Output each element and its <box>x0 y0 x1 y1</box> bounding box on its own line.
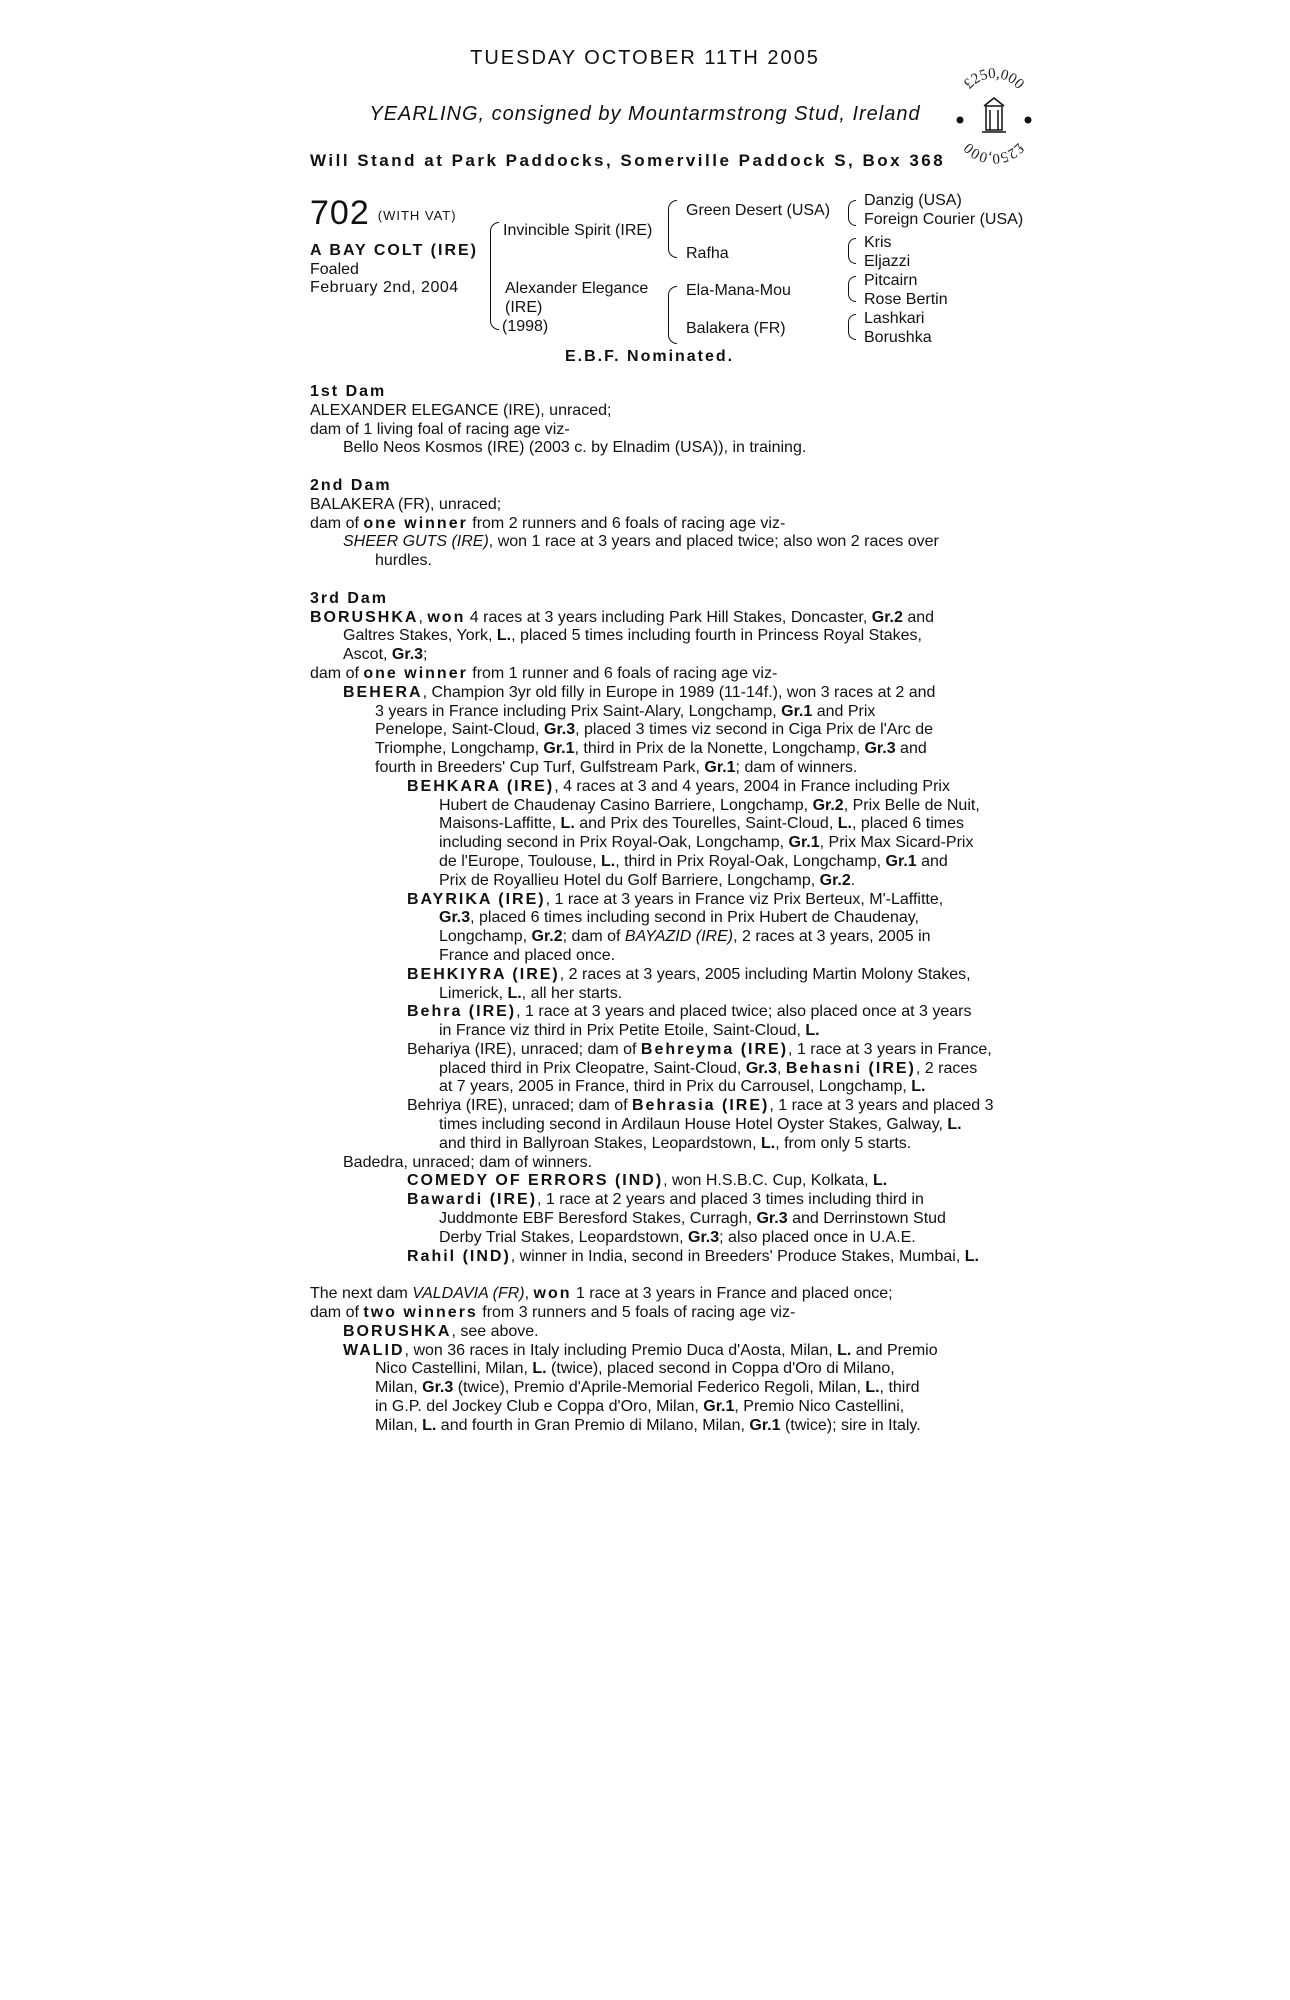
bayrika-line: France and placed once. <box>439 946 616 964</box>
second-dam-line: hurdles. <box>375 552 432 570</box>
second-dam-line: dam of one winner from 2 runners and 6 foals of racing age viz- <box>310 514 786 532</box>
dam-line-3: (1998) <box>502 318 549 335</box>
brace-main <box>490 222 499 330</box>
brace-g78 <box>848 314 856 340</box>
gen3-3: Kris <box>864 234 892 251</box>
walid-line: Milan, Gr.3 (twice), Premio d'Aprile-Memorial Federico Regoli, Milan, L., third <box>375 1379 920 1397</box>
foaled-date: February 2nd, 2004 <box>310 279 459 296</box>
behera-line: BEHERA, Champion 3yr old filly in Europe in 1989 (11-14f.), won 3 races at 2 and <box>343 683 936 701</box>
horse-name: A BAY COLT (IRE) <box>310 242 479 259</box>
next-dam-line: dam of two winners from 3 runners and 5 foals of racing age viz- <box>310 1304 796 1322</box>
third-dam-heading: 3rd Dam <box>310 589 389 607</box>
behriya-line: times including second in Ardilaun House Hotel Oyster Stakes, Galway, L. <box>439 1116 962 1134</box>
dam-dam: Balakera (FR) <box>686 320 786 337</box>
comedy-line: COMEDY OF ERRORS (IND), won H.S.B.C. Cup, Kolkata, L. <box>407 1172 888 1190</box>
behariya-line: Behariya (IRE), unraced; dam of Behreyma (IRE), 1 race at 3 years in France, <box>407 1040 992 1058</box>
behkiyra-line: BEHKIYRA (IRE), 2 races at 3 years, 2005 including Martin Molony Stakes, <box>407 965 971 983</box>
third-dam-line: Ascot, Gr.3; <box>343 646 428 664</box>
brace-sire <box>668 200 677 258</box>
behkara-line: Hubert de Chaudenay Casino Barriere, Longchamp, Gr.2, Prix Belle de Nuit, <box>439 796 980 814</box>
brace-g12 <box>848 200 856 226</box>
bayrika-line: Longchamp, Gr.2; dam of BAYAZID (IRE), 2 races at 3 years, 2005 in <box>439 928 931 946</box>
behera-line: Triomphe, Longchamp, Gr.1, third in Prix de la Nonette, Longchamp, Gr.3 and <box>375 740 927 758</box>
walid-line: in G.P. del Jockey Club e Coppa d'Oro, Milan, Gr.1, Premio Nico Castellini, <box>375 1398 905 1416</box>
gen3-8: Borushka <box>864 329 932 346</box>
first-dam-line: dam of 1 living foal of racing age viz- <box>310 420 570 438</box>
behera-line: fourth in Breeders' Cup Turf, Gulfstream Park, Gr.1; dam of winners. <box>375 758 858 776</box>
behkiyra-line: Limerick, L., all her starts. <box>439 984 623 1002</box>
bawardi-line: Juddmonte EBF Beresford Stakes, Curragh, Gr.3 and Derrinstown Stud <box>439 1210 946 1228</box>
bayrika-line: Gr.3, placed 6 times including second in Prix Hubert de Chaudenay, <box>439 909 919 927</box>
behera-line: 3 years in France including Prix Saint-Alary, Longchamp, Gr.1 and Prix <box>375 702 876 720</box>
stand-location: Will Stand at Park Paddocks, Somerville Paddock S, Box 368 <box>310 151 946 170</box>
price-stamp <box>950 66 1038 166</box>
badedra-line: Badedra, unraced; dam of winners. <box>343 1153 593 1171</box>
gen3-5: Pitcairn <box>864 272 918 289</box>
dam-line-2: (IRE) <box>505 299 543 316</box>
sire-sire: Green Desert (USA) <box>686 202 831 219</box>
gen3-2: Foreign Courier (USA) <box>864 211 1024 228</box>
first-dam-line: Bello Neos Kosmos (IRE) (2003 c. by Elnadim (USA)), in training. <box>343 439 807 457</box>
bayrika-line: BAYRIKA (IRE), 1 race at 3 years in France viz Prix Berteux, M'-Laffitte, <box>407 890 944 908</box>
consignment-line: YEARLING, consigned by Mountarmstrong Stud, Ireland <box>369 103 921 125</box>
gen3-4: Eljazzi <box>864 253 911 270</box>
behkara-line: BEHKARA (IRE), 4 races at 3 and 4 years, 2004 in France including Prix <box>407 777 950 795</box>
produce-record <box>310 383 994 1436</box>
brace-g34 <box>848 238 856 264</box>
brace-g56 <box>848 276 856 302</box>
gen3-1: Danzig (USA) <box>864 192 962 209</box>
first-dam-heading: 1st Dam <box>310 383 387 400</box>
second-dam-heading: 2nd Dam <box>310 476 392 494</box>
lot-number: 702 (WITH VAT) <box>310 194 457 232</box>
brace-dam <box>668 286 677 344</box>
dam-line-1: Alexander Elegance <box>505 280 649 297</box>
behkara-line: including second in Prix Royal-Oak, Longchamp, Gr.1, Prix Max Sicard-Prix <box>439 834 974 852</box>
stamp-building-icon <box>982 98 1006 132</box>
sire: Invincible Spirit (IRE) <box>503 222 653 239</box>
behkara-line: de l'Europe, Toulouse, L., third in Prix Royal-Oak, Longchamp, Gr.1 and <box>439 852 948 870</box>
third-dam-line: BORUSHKA, won 4 races at 3 years including Park Hill Stakes, Doncaster, Gr.2 and <box>310 608 935 626</box>
vat-note: (WITH VAT) <box>377 207 457 223</box>
behera-line: Penelope, Saint-Cloud, Gr.3, placed 3 times viz second in Ciga Prix de l'Arc de <box>375 721 934 739</box>
walid-line: Nico Castellini, Milan, L. (twice), placed second in Coppa d'Oro di Milano, <box>375 1360 895 1378</box>
bawardi-line: Bawardi (IRE), 1 race at 2 years and placed 3 times including third in <box>407 1191 924 1209</box>
third-dam-line: dam of one winner from 1 runner and 6 foals of racing age viz- <box>310 664 778 682</box>
sale-date: TUESDAY OCTOBER 11TH 2005 <box>470 47 820 69</box>
ebf-note: E.B.F. Nominated. <box>565 348 735 365</box>
walid-line: WALID, won 36 races in Italy including Premio Duca d'Aosta, Milan, L. and Premio <box>343 1341 938 1359</box>
first-dam-line: ALEXANDER ELEGANCE (IRE), unraced; <box>310 401 612 419</box>
walid-line: Milan, L. and fourth in Gran Premio di Milano, Milan, Gr.1 (twice); sire in Italy. <box>375 1416 921 1434</box>
behra-line: Behra (IRE), 1 race at 3 years and placed twice; also placed once at 3 years <box>407 1003 972 1021</box>
gen3-7: Lashkari <box>864 310 925 327</box>
third-dam-line: Galtres Stakes, York, L., placed 5 times including fourth in Princess Royal Stakes, <box>343 627 922 645</box>
second-dam-line: SHEER GUTS (IRE), won 1 race at 3 years and placed twice; also won 2 races over <box>343 533 939 551</box>
behriya-line: Behriya (IRE), unraced; dam of Behrasia (IRE), 1 race at 3 years and placed 3 <box>407 1097 994 1115</box>
next-dam-line: The next dam VALDAVIA (FR), won 1 race at 3 years in France and placed once; <box>310 1285 893 1303</box>
stamp-text-bottom: £250,000 <box>960 139 1028 166</box>
behariya-line: placed third in Prix Cleopatre, Saint-Cloud, Gr.3, Behasni (IRE), 2 races <box>439 1059 978 1077</box>
behariya-line: at 7 years, 2005 in France, third in Prix du Carrousel, Longchamp, L. <box>439 1078 926 1096</box>
svg-text:£250,000 <box>961 66 1027 93</box>
behkara-line: Prix de Royallieu Hotel du Golf Barriere, Longchamp, Gr.2. <box>439 871 856 889</box>
svg-text:£250,000 <box>961 139 1027 166</box>
rahil-line: Rahil (IND), winner in India, second in Breeders' Produce Stakes, Mumbai, L. <box>407 1247 979 1265</box>
gen3-6: Rose Bertin <box>864 291 948 308</box>
stamp-text-top: £250,000 <box>960 66 1028 93</box>
behkara-line: Maisons-Laffitte, L. and Prix des Tourelles, Saint-Cloud, L., placed 6 times <box>439 815 964 833</box>
dam-sire: Ela-Mana-Mou <box>686 282 791 299</box>
bawardi-line: Derby Trial Stakes, Leopardstown, Gr.3; also placed once in U.A.E. <box>439 1228 916 1246</box>
next-dam-line: BORUSHKA, see above. <box>343 1322 539 1340</box>
behra-line: in France viz third in Prix Petite Etoile, Saint-Cloud, L. <box>439 1022 820 1040</box>
sire-dam: Rafha <box>686 245 729 262</box>
foaled-label: Foaled <box>310 261 359 278</box>
behriya-line: and third in Ballyroan Stakes, Leopardstown, L., from only 5 starts. <box>439 1134 912 1152</box>
second-dam-line: BALAKERA (FR), unraced; <box>310 495 502 513</box>
